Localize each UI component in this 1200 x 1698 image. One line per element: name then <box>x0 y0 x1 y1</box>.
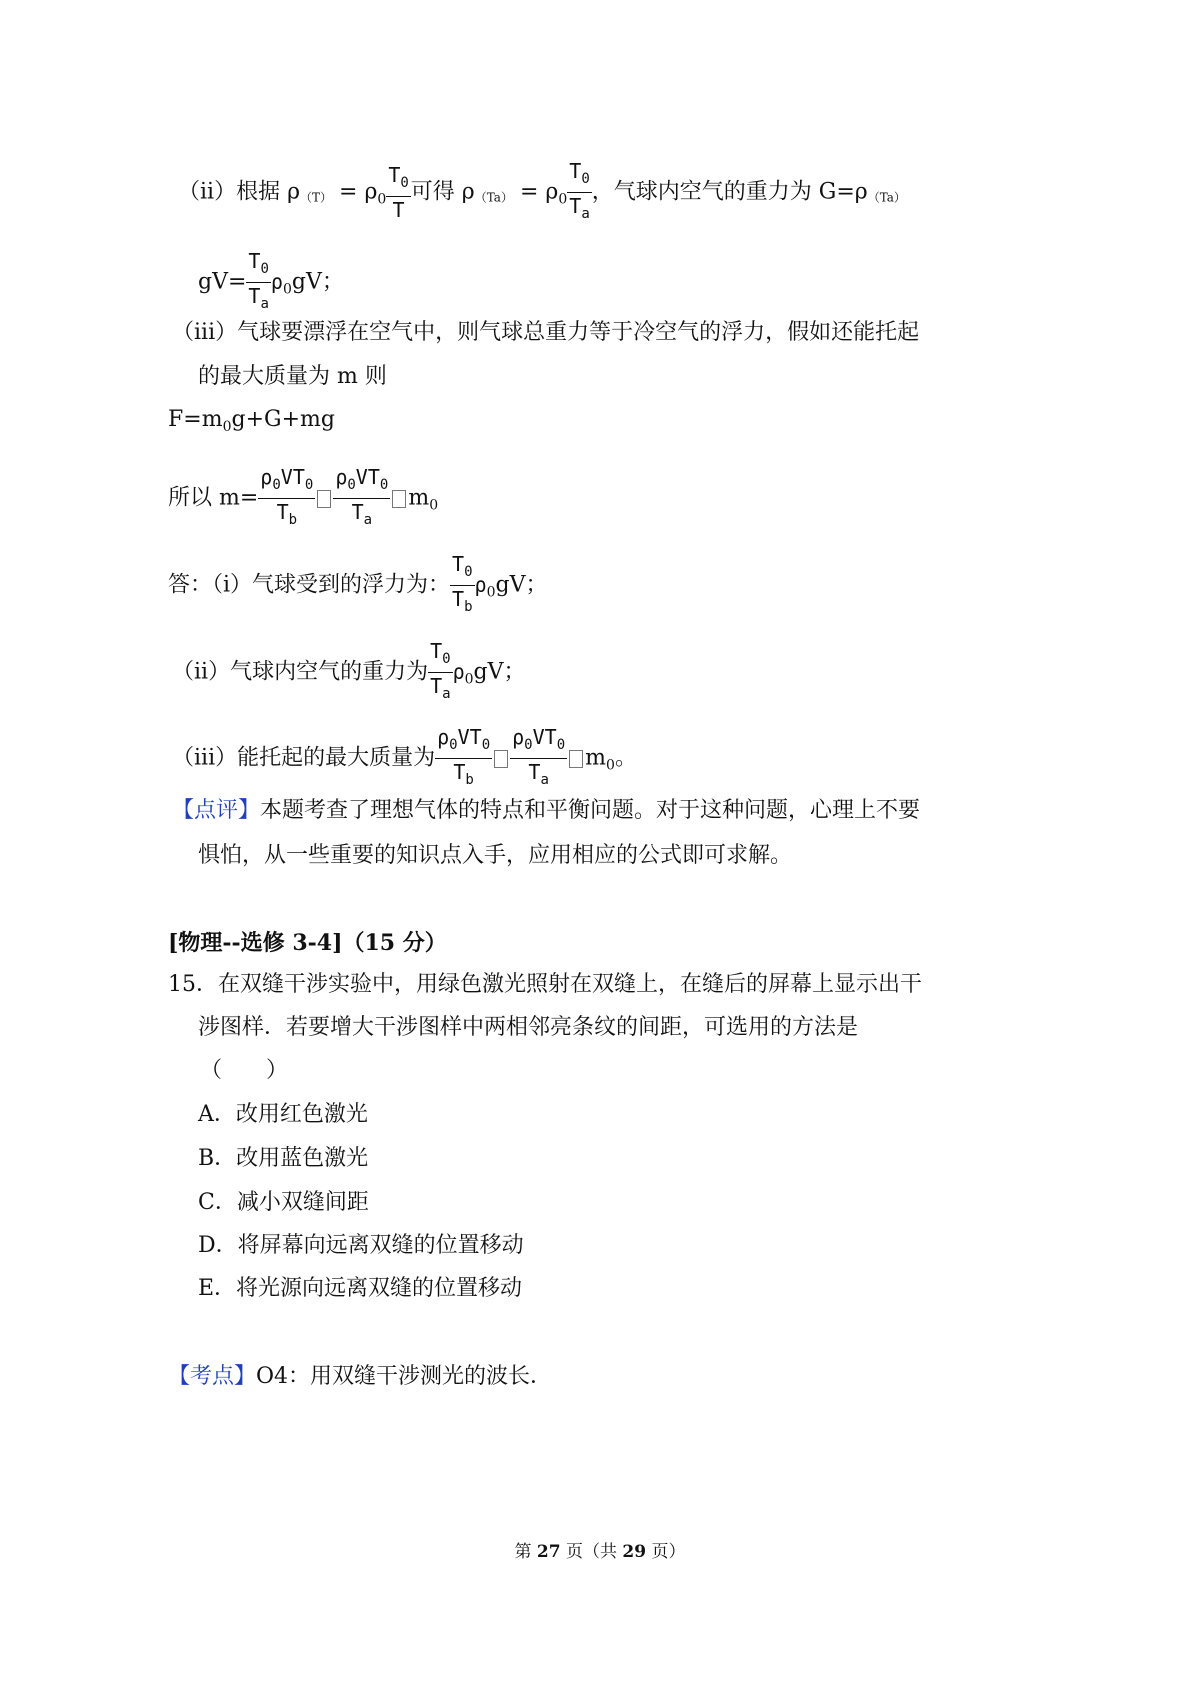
line-gv-formula: gV= $\frac{T_0}{T_a}$ $\rho_0gV$； <box>198 250 344 315</box>
rho-t-sub: （T） <box>300 190 333 205</box>
fraction-T0-over-Ta-2: $\frac{T_0}{T_a}$ <box>248 249 269 312</box>
option-e: E．将光源向远离双缝的位置移动 <box>198 1276 523 1301</box>
line-ii-formula: （ii）根据 $\rho(T) = \rho_0$ $\frac{T_0}{T}$ 可得 $\rho(Ta) = \rho_0$ $\frac{T_0}{T_a}$ ，气球内空气的重力为 G=ρ（Ta） <box>178 160 906 225</box>
ii-label: （ii）根据 ρ <box>178 179 300 205</box>
option-a: A．改用红色激光 <box>198 1102 368 1127</box>
eq-m: 所以 m= $\frac{\rho_0VT_0}{T_b}$ $\frac{\rho_0VT_0}{T_a}$ $m_0$ <box>168 466 438 531</box>
option-b: B．改用蓝色激光 <box>198 1146 369 1171</box>
rho: ρ <box>270 269 283 294</box>
question-text-1: 在双缝干涉实验中，用绿色激光照射在双缝上，在缝后的屏幕上显示出干 <box>218 972 923 997</box>
ii-text-mid: 可得 ρ <box>410 179 475 205</box>
gv-prefix: gV= <box>198 269 247 295</box>
option-d: D．将屏幕向远离双缝的位置移动 <box>198 1233 524 1258</box>
page-footer: 第 27 页（共 29 页） <box>514 1542 686 1562</box>
question-number: 15． <box>168 972 218 997</box>
kaodian-tag: 【考点】 <box>168 1364 257 1389</box>
fraction-T0-over-Tb: $\frac{T_0}{T_b}$ <box>452 552 473 615</box>
eq1: = ρ <box>339 179 378 205</box>
kaodian <box>168 1362 552 1392</box>
iii-line-1: （iii）气球要漂浮在空气中，则气球总重力等于冷空气的浮力，假如还能托起 <box>172 320 920 345</box>
fraction-ans-a: $\frac{\rho_0VT_0}{T_a}$ <box>512 725 566 788</box>
total-pages: 29 <box>622 1542 647 1562</box>
question-blank: （ ） <box>200 1058 289 1083</box>
review-tag: 【点评】 <box>172 798 261 823</box>
review-text-1: 本题考查了理想气体的特点和平衡问题。对于这种问题，心理上不要 <box>260 798 921 823</box>
box-glyph <box>392 490 406 508</box>
answer-iii: （iii）能托起的最大质量为 $\frac{\rho_0VT_0}{T_b}$ $\frac{\rho_0VT_0}{T_a}$ $m_0$。 <box>172 726 637 791</box>
rho0-sub: 0 <box>377 191 387 208</box>
rho-ta-sub: （Ta） <box>474 190 513 205</box>
ii-text-end: ，气球内空气的重力为 G=ρ <box>591 179 868 205</box>
iii-line-2: 的最大质量为 m 则 <box>198 364 387 389</box>
question-line-2: 涉图样．若要增大干涉图样中两相邻亮条纹的间距，可选用的方法是 <box>198 1015 859 1040</box>
fraction-ans-b: $\frac{\rho_0VT_0}{T_b}$ <box>437 725 491 788</box>
question-line-1 <box>168 970 922 1000</box>
fraction-T0-over-T: $\frac{T_0}{T}$ <box>388 163 409 222</box>
fraction-T0-over-Ta-3: $\frac{T_0}{T_a}$ <box>430 639 451 702</box>
fraction-m-a: $\frac{\rho_0VT_0}{T_a}$ <box>335 465 389 528</box>
fraction-T0-over-Ta: $\frac{T_0}{T_a}$ <box>569 159 590 222</box>
current-page: 27 <box>536 1542 561 1562</box>
option-c: C．减小双缝间距 <box>198 1190 369 1215</box>
eq-f: $F=m_0g+G+mg$ <box>168 407 335 435</box>
box-glyph <box>494 750 508 768</box>
section-title: [物理--选修 3-4]（15 分） <box>168 930 447 956</box>
kaodian-text: O4：用双缝干涉测光的波长． <box>256 1364 553 1389</box>
review-line-1 <box>172 796 920 826</box>
review-line-2: 惧怕，从一些重要的知识点入手，应用相应的公式即可求解。 <box>198 843 793 868</box>
box-glyph <box>569 750 583 768</box>
box-glyph <box>317 490 331 508</box>
ta-sub: （Ta） <box>867 190 906 205</box>
gv-suffix: gV； <box>291 269 344 295</box>
fraction-m-b: $\frac{\rho_0VT_0}{T_b}$ <box>260 465 314 528</box>
eq2: = ρ <box>519 179 559 205</box>
answer-ii: （ii）气球内空气的重力为 $\frac{T_0}{T_a}$ $\rho_0gV$； <box>172 640 526 705</box>
answer-i: 答：（i）气球受到的浮力为： $\frac{T_0}{T_b}$ $\rho_0gV$； <box>168 553 547 618</box>
